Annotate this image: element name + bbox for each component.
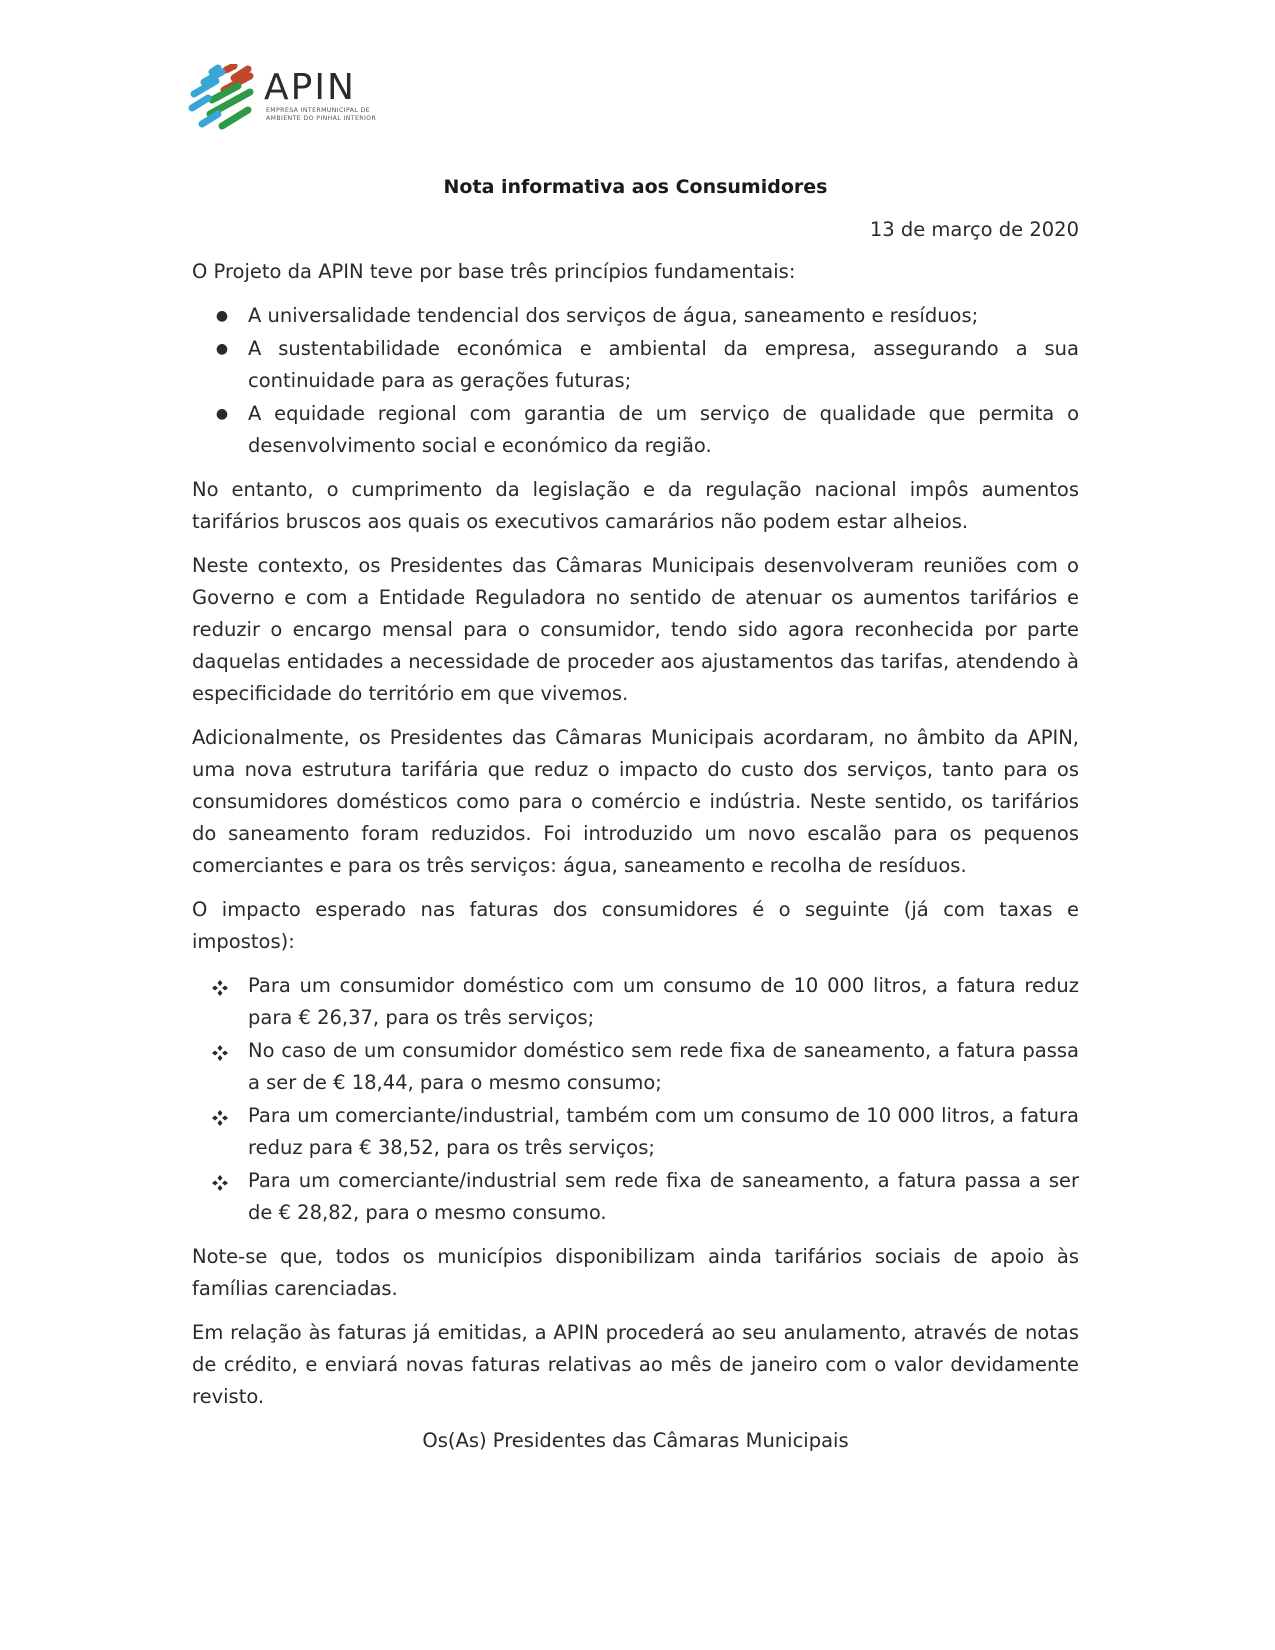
document-date: 13 de março de 2020 bbox=[869, 218, 1079, 241]
paragraph-tariff-structure: Adicionalmente, os Presidentes das Câmaras Municipais acordaram, no âmbito da APIN, uma nova estrutura tarifária que reduz o impacto do custo dos serviços, tanto para os consumidores domésticos como para o comércio e indústria. Neste sentido, os tarifários do saneamento foram reduzidos. Foi introduzido um novo escalão para os pequenos comerciantes e para os três serviços: água, saneamento e recolha de resíduos. bbox=[192, 726, 1079, 877]
logo-subtitle bbox=[266, 107, 396, 123]
list-item bbox=[192, 398, 1079, 462]
intro-paragraph: O Projeto da APIN teve por base três princípios fundamentais: bbox=[192, 260, 796, 283]
logo-subtitle-line-2: AMBIENTE DO PINHAL INTERIOR bbox=[266, 115, 377, 122]
four-diamond-bullet-icon bbox=[212, 1045, 228, 1061]
list-item-text: Para um consumidor doméstico com um consumo de 10 000 litros, a fatura reduz para € 26,37, para os três serviços; bbox=[248, 974, 1079, 1029]
apin-logo-mark-icon bbox=[188, 64, 258, 134]
principles-list bbox=[192, 300, 1079, 462]
four-diamond-bullet-icon bbox=[212, 1110, 228, 1126]
paragraph-context: Neste contexto, os Presidentes das Câmaras Municipais desenvolveram reuniões com o Governo e com a Entidade Reguladora no sentido de atenuar os aumentos tarifários e reduzir o encargo mensal para o consumidor, tendo sido agora reconhecida por parte daquelas entidades a necessidade de proceder aos ajustamentos das tarifas, atendendo à especificidade do território em que vivemos. bbox=[192, 554, 1079, 705]
list-item-text: Para um comerciante/industrial sem rede fixa de saneamento, a fatura passa a ser de € 28,82, para o mesmo consumo. bbox=[248, 1169, 1079, 1224]
logo-name: APIN bbox=[264, 67, 356, 108]
bullet-icon: ● bbox=[215, 341, 229, 357]
signoff: Os(As) Presidentes das Câmaras Municipais bbox=[422, 1429, 849, 1452]
paragraph-social-tariffs: Note-se que, todos os municípios disponibilizam ainda tarifários sociais de apoio às famílias carenciadas. bbox=[192, 1245, 1079, 1300]
list-item bbox=[192, 300, 1079, 332]
bullet-icon: ● bbox=[215, 406, 229, 422]
list-item-text: A equidade regional com garantia de um serviço de qualidade que permita o desenvolvimento social e económico da região. bbox=[248, 402, 1079, 457]
document-body bbox=[192, 174, 1079, 1457]
list-item bbox=[192, 1165, 1079, 1229]
list-item-text: Para um comerciante/industrial, também com um consumo de 10 000 litros, a fatura reduz para € 38,52, para os três serviços; bbox=[248, 1104, 1079, 1159]
list-item-text: A sustentabilidade económica e ambiental da empresa, assegurando a sua continuidade para as gerações futuras; bbox=[248, 337, 1079, 392]
paragraph-impact-intro: O impacto esperado nas faturas dos consumidores é o seguinte (já com taxas e impostos): bbox=[192, 898, 1079, 953]
list-item bbox=[192, 970, 1079, 1034]
list-item-text: No caso de um consumidor doméstico sem rede fixa de saneamento, a fatura passa a ser de € 18,44, para o mesmo consumo; bbox=[248, 1039, 1079, 1094]
list-item bbox=[192, 1100, 1079, 1164]
bullet-icon: ● bbox=[215, 308, 229, 324]
four-diamond-bullet-icon bbox=[212, 1175, 228, 1191]
paragraph-legislation: No entanto, o cumprimento da legislação e da regulação nacional impôs aumentos tarifários bruscos aos quais os executivos camarários não podem estar alheios. bbox=[192, 478, 1079, 533]
apin-logo bbox=[188, 64, 388, 134]
list-item bbox=[192, 1035, 1079, 1099]
logo-subtitle-line-1: EMPRESA INTERMUNICIPAL DE bbox=[266, 107, 370, 114]
list-item-text: A universalidade tendencial dos serviços de água, saneamento e resíduos; bbox=[248, 304, 979, 327]
paragraph-invoices: Em relação às faturas já emitidas, a APIN procederá ao seu anulamento, através de notas de crédito, e enviará novas faturas relativas ao mês de janeiro com o valor devidamente revisto. bbox=[192, 1321, 1079, 1408]
document-title: Nota informativa aos Consumidores bbox=[443, 176, 828, 198]
impacts-list bbox=[192, 970, 1079, 1229]
four-diamond-bullet-icon bbox=[212, 980, 228, 996]
list-item bbox=[192, 333, 1079, 397]
